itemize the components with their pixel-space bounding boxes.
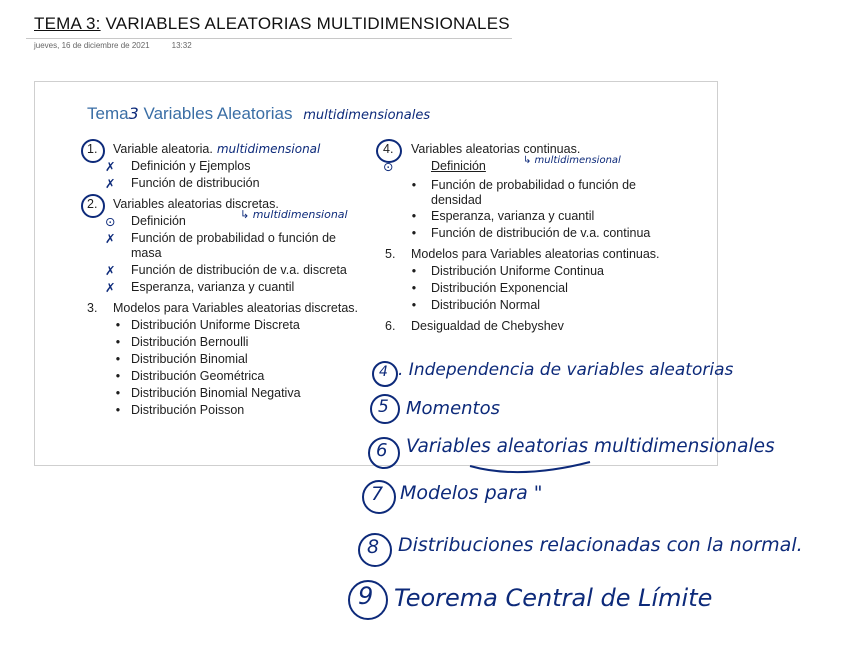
outline-subitem: [409, 263, 604, 280]
outline-num: 1.: [87, 142, 98, 156]
handwritten-item: . Independencia de variables aleatorias: [398, 360, 734, 380]
outline-subitem: [113, 402, 244, 419]
page-title-prefix: TEMA 3:: [34, 14, 101, 33]
ink-circle-icon: [81, 139, 105, 163]
ink-circle-icon: [376, 139, 402, 163]
check-mark-icon: ✗: [105, 280, 116, 295]
handwritten-item: Modelos para ": [400, 482, 543, 504]
outline-text: Variables aleatorias discretas.: [113, 197, 279, 211]
bullet-icon: •: [115, 352, 121, 366]
handwritten-annotation: multidimensional: [216, 142, 321, 156]
bullet-icon: •: [115, 386, 121, 400]
bullet-icon: •: [411, 209, 417, 223]
outline-num: 4.: [383, 142, 394, 156]
outline-text-continued: densidad: [431, 193, 482, 207]
slide-title-rest: Variables Aleatorias: [138, 104, 293, 123]
outline-text: Función de probabilidad o función de: [431, 178, 637, 192]
outline-subitem: [105, 175, 260, 192]
handwritten-num: 5: [378, 397, 389, 417]
handwritten-item: Variables aleatorias multidimensionales: [406, 436, 775, 457]
outline-subitem: [105, 262, 347, 279]
outline-text: Definición: [431, 159, 486, 173]
bullet-icon: •: [115, 335, 121, 349]
page-date: jueves, 16 de diciembre de 2021: [34, 41, 150, 50]
slide-title-annotation: multidimensionales: [303, 108, 431, 123]
handwritten-item: Teorema Central de Límite: [394, 584, 713, 612]
outline-subitem: [113, 368, 264, 385]
outline-text: Desigualdad de Chebyshev: [411, 319, 564, 333]
handwritten-num: 9: [358, 582, 374, 610]
outline-text: Función de distribución: [131, 176, 260, 190]
handwritten-annotation: ↳ multidimensional: [240, 208, 348, 221]
outline-num: 2.: [87, 197, 98, 211]
outline-text: Modelos para Variables aleatorias discretas.: [113, 301, 359, 315]
check-mark-icon: ✗: [105, 159, 116, 174]
outline-item-1: [87, 141, 320, 158]
outline-text: Distribución Bernoulli: [131, 335, 249, 349]
check-mark-icon: ✗: [105, 263, 116, 278]
outline-text: Función de distribución de v.a. continua: [431, 226, 651, 240]
slide-title-word: Tema: [87, 104, 129, 123]
outline-subitem: [105, 279, 294, 296]
outline-subitem: [113, 385, 301, 402]
outline-subitem: [383, 158, 486, 175]
outline-text: Esperanza, varianza y cuantil: [131, 280, 295, 294]
handwritten-item: Distribuciones relacionadas con la normal.: [398, 534, 803, 556]
handwritten-num: 7: [371, 483, 384, 505]
outline-text: Definición: [131, 214, 186, 228]
page-title-rest: VARIABLES ALEATORIAS MULTIDIMENSIONALES: [100, 14, 510, 33]
outline-text: Distribución Binomial Negativa: [131, 386, 301, 400]
outline-subitem: [105, 158, 251, 175]
outline-text: Definición y Ejemplos: [131, 159, 251, 173]
outline-text: Esperanza, varianza y cuantil: [431, 209, 595, 223]
ink-circle-icon: [81, 194, 105, 218]
outline-subitem: [409, 208, 594, 225]
circle-dot-icon: ⊙: [105, 214, 116, 229]
bullet-icon: •: [115, 318, 121, 332]
page-timestamp: [34, 41, 192, 50]
outline-text: Variable aleatoria.: [113, 142, 213, 156]
handwritten-num: 6: [376, 440, 388, 461]
handwritten-item: Momentos: [406, 398, 501, 419]
check-mark-icon: ✗: [105, 176, 116, 191]
outline-item-5: [385, 246, 660, 263]
bullet-icon: •: [411, 281, 417, 295]
outline-text: Distribución Geométrica: [131, 369, 265, 383]
outline-text: Variables aleatorias continuas.: [411, 142, 581, 156]
outline-subitem: [113, 317, 300, 334]
outline-subitem: [113, 351, 248, 368]
outline-num: 3.: [87, 301, 98, 315]
outline-text: Distribución Uniforme Continua: [431, 264, 604, 278]
outline-item-6: [385, 318, 564, 335]
bullet-icon: •: [411, 264, 417, 278]
bullet-icon: •: [115, 369, 121, 383]
outline-text: Distribución Binomial: [131, 352, 248, 366]
bullet-icon: •: [411, 178, 417, 192]
outline-text: Distribución Uniforme Discreta: [131, 318, 300, 332]
outline-num: 5.: [385, 247, 396, 261]
slide-title-number: 3: [128, 104, 139, 123]
outline-text: Distribución Exponencial: [431, 281, 568, 295]
outline-subitem: [113, 334, 248, 351]
bullet-icon: •: [411, 226, 417, 240]
outline-subitem: [409, 225, 650, 242]
outline-item-3: [87, 300, 358, 317]
check-mark-icon: ✗: [105, 231, 116, 246]
outline-subitem: [409, 297, 540, 314]
outline-text: Función de distribución de v.a. discreta: [131, 263, 347, 277]
circle-dot-icon: ⊙: [383, 159, 394, 174]
outline-num: 6.: [385, 319, 396, 333]
outline-text: Distribución Normal: [431, 298, 541, 312]
handwritten-annotation: ↳ multidimensional: [523, 155, 621, 166]
outline-subitem: [409, 280, 568, 297]
outline-subitem: [105, 213, 186, 230]
title-divider: [26, 38, 512, 39]
outline-text: Función de probabilidad o función de: [131, 231, 337, 245]
outline-text-continued: masa: [131, 246, 162, 260]
handwritten-num: 4: [379, 364, 388, 380]
handwritten-num: 8: [367, 536, 380, 558]
page-title: [34, 14, 510, 34]
bullet-icon: •: [115, 403, 121, 417]
bullet-icon: •: [411, 298, 417, 312]
outline-text: Modelos para Variables aleatorias continuas.: [411, 247, 660, 261]
outline-text: Distribución Poisson: [131, 403, 245, 417]
page-time: 13:32: [171, 41, 192, 50]
